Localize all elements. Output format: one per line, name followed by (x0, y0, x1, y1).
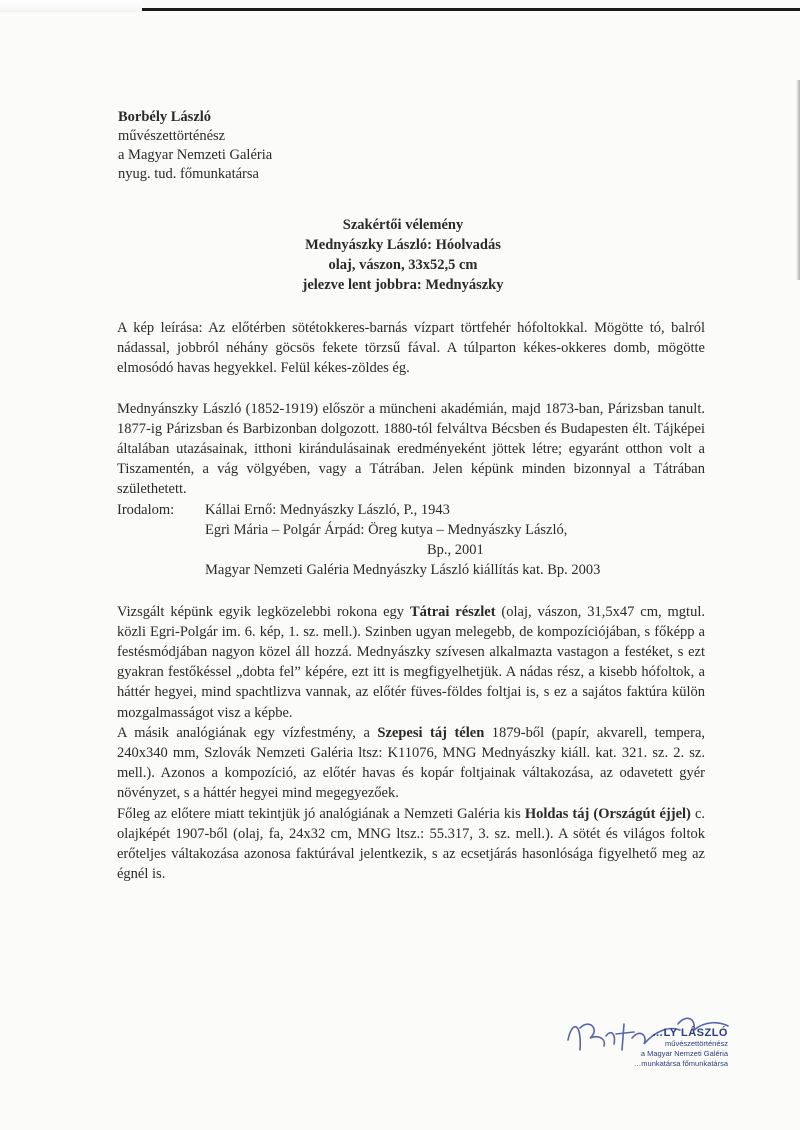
stamp-position: …munkatársa főmunkatársa (633, 1059, 728, 1068)
heading-title: Szakértői vélemény (342, 217, 464, 233)
heading-artwork: Mednyászky László: Hóolvadás (305, 237, 501, 253)
scan-edge (0, 0, 142, 12)
author-block (118, 108, 272, 184)
literature-label: Irodalom: (117, 501, 175, 518)
heading-signature-note: jelezve lent jobbra: Mednyászky (302, 277, 504, 293)
stamp-name: …LY LÁSZLÓ (652, 1027, 728, 1039)
paragraph-analogy-1: Vizsgált képünk egyik legközelebbi rokona egy Tátrai részlet (olaj, vászon, 31,5x47 cm, mgtul. közli Egri-Polgár im. 6. kép, 1. sz. mell.). Szinben ugyan melegebb, de kompozíciójában, s főképp a festésmódjában nagyon közel áll hozzá. Mednyászky szívesen alkalmazta vastagon a festéket, s ezt gyakran festőkéssel „dobta fel” képére, ezt itt is megfigyelhetjük. A nádas rész, a kisebb hófoltok, a háttér hegyei, mind spachtlizva vannak, az előtér füves-földes foltjai is, s ez a sajátos faktúra külön mozgalmasságot visz a képbe. (117, 603, 705, 721)
stamp-institution: a Magyar Nemzeti Galéria (640, 1049, 728, 1058)
artwork-title: Szepesi táj télen (377, 724, 485, 741)
literature-list (117, 500, 705, 582)
paragraph-biography: Mednyánszky László (1852-1919) először a müncheni akadémián, majd 1873-ban, Párizsban tanult. 1877-ig Párizsban és Barbizonban dolgozott. 1880-tól felváltva Bécsben és Budapesten élt. Tájképei általában utazásainak, itthoni kirándulásainak eredményeként jöttek létre; egyaránt otthon volt a Tiszamentén, a vág völgyében, vagy a Tátrában. Jelen képünk minden bizonnyal a Tátrában születhetett. (117, 400, 705, 498)
literature-item: Egri Mária – Polgár Árpád: Öreg kutya – Mednyászky László, (205, 521, 568, 538)
heading-medium: olaj, vászon, 33x52,5 cm (328, 257, 478, 273)
artwork-title: Tátrai részlet (409, 603, 496, 620)
document-heading (118, 215, 688, 295)
author-position: nyug. tud. főmunkatársa (118, 166, 259, 182)
literature-item: Kállai Ernő: Mednyászky László, P., 1943 (205, 501, 450, 518)
literature-item: Bp., 2001 (427, 541, 484, 558)
paragraph-description: A kép leírása: Az előtérben sötétokkeres-barnás vízpart törtfehér hófoltokkal. Mögötte tó, balról nádassal, jobbról néhány göcsös fekete törzsű fával. A túlparton kékes-okkeres domb, mögötte elmosódó havas hegyekkel. Felül kékes-zöldes ég. (117, 320, 705, 377)
scan-shadow (796, 80, 800, 280)
stamp-title: művészettörténész (665, 1039, 728, 1048)
author-name: Borbély László (118, 109, 212, 125)
author-title: művészettörténész (118, 128, 226, 144)
author-institution: a Magyar Nemzeti Galéria (118, 147, 273, 163)
document-body (117, 318, 705, 884)
literature-item: Magyar Nemzeti Galéria Mednyászky László kiállítás kat. Bp. 2003 (205, 561, 601, 578)
scan-top-border (142, 8, 800, 11)
artwork-title: Holdas táj (Országút éjjel) (524, 805, 691, 822)
official-stamp (578, 1027, 728, 1069)
paragraph-analogy-2: A másik analógiának egy vízfestmény, a Szepesi táj télen 1879-ből (papír, akvarell, tempera, 240x340 mm, Szlovák Nemzeti Galéria ltsz: K11076, MNG Mednyászky kiáll. kat. 321. sz. 2. sz. mell.). Azonos a kompozíció, az előtér havas és kopár foltjainak váltakozása, az odavetett gyér növényzet, s a háttér hegyei mind megegyezőek. (117, 724, 706, 802)
paragraph-analogy-3: Főleg az előtere miatt tekintjük jó analógiának a Nemzeti Galéria kis Holdas táj (Országút éjjel) c. olajképét 1907-ből (olaj, fa, 24x32 cm, MNG ltsz.: 55.317, 3. sz. mell.). A sötét és világos foltok erőteljes váltakozása azonosa faktúrával jelentkezik, s az ecsetjárás hasonlósága figyelhető meg az égnél is. (117, 805, 705, 883)
